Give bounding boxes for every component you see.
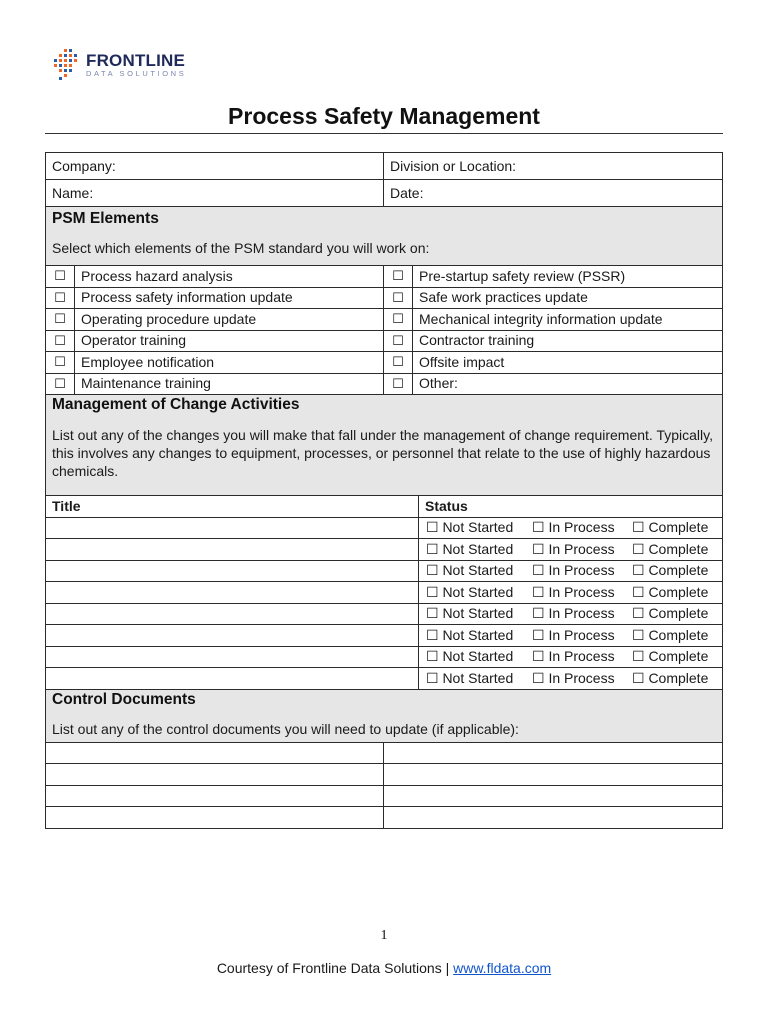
checkbox[interactable]: ☐ xyxy=(384,352,413,374)
checkbox[interactable]: ☐ xyxy=(46,288,75,310)
division-field[interactable] xyxy=(384,153,723,180)
checkbox[interactable]: ☐ xyxy=(46,266,75,288)
psm-instruction: Select which elements of the PSM standard you will work on: xyxy=(52,240,430,256)
status-in-process[interactable]: ☐ In Process xyxy=(532,583,615,600)
status-cell xyxy=(419,582,723,604)
footer-link[interactable]: www.fldata.com xyxy=(453,960,552,976)
status-complete[interactable]: ☐ Complete xyxy=(632,519,709,536)
psm-element-label: Pre-startup safety review (PSSR) xyxy=(413,266,723,288)
moc-table-row xyxy=(46,561,723,583)
status-not-started[interactable]: ☐ Not Started xyxy=(426,605,514,622)
control-doc-row xyxy=(46,807,723,829)
checkbox[interactable]: ☐ xyxy=(384,331,413,353)
moc-table-row xyxy=(46,582,723,604)
status-cell xyxy=(419,518,723,540)
moc-table-row xyxy=(46,625,723,647)
status-in-process[interactable]: ☐ In Process xyxy=(532,605,615,622)
title-cell[interactable] xyxy=(46,647,419,669)
psm-row xyxy=(46,288,723,310)
control-doc-cell[interactable] xyxy=(46,743,384,765)
moc-table-row xyxy=(46,604,723,626)
col-status-header: Status xyxy=(419,496,723,518)
status-not-started[interactable]: ☐ Not Started xyxy=(426,626,514,643)
title-cell[interactable] xyxy=(46,539,419,561)
status-complete[interactable]: ☐ Complete xyxy=(632,605,709,622)
psm-element-label: Offsite impact xyxy=(413,352,723,374)
psm-row xyxy=(46,352,723,374)
control-doc-cell[interactable] xyxy=(46,807,384,829)
date-field[interactable] xyxy=(384,180,723,207)
control-doc-cell[interactable] xyxy=(384,786,723,808)
logo-dots-icon xyxy=(52,47,82,83)
company-field[interactable] xyxy=(46,153,384,180)
control-doc-row xyxy=(46,786,723,808)
psm-row xyxy=(46,374,723,396)
checkbox[interactable]: ☐ xyxy=(384,288,413,310)
status-complete[interactable]: ☐ Complete xyxy=(632,583,709,600)
title-cell[interactable] xyxy=(46,518,419,540)
psm-element-label: Safe work practices update xyxy=(413,288,723,310)
psm-element-label: Mechanical integrity information update xyxy=(413,309,723,331)
division-label: Division or Location: xyxy=(390,157,517,174)
date-label: Date: xyxy=(390,184,424,201)
col-title-header: Title xyxy=(46,496,419,518)
status-cell xyxy=(419,604,723,626)
name-field[interactable] xyxy=(46,180,384,207)
psm-row xyxy=(46,266,723,288)
control-doc-cell[interactable] xyxy=(46,764,384,786)
psm-element-label: Contractor training xyxy=(413,331,723,353)
psm-row xyxy=(46,309,723,331)
status-in-process[interactable]: ☐ In Process xyxy=(532,519,615,536)
control-doc-row xyxy=(46,743,723,765)
control-docs-instruction: List out any of the control documents you will need to update (if applicable): xyxy=(52,720,519,737)
status-in-process[interactable]: ☐ In Process xyxy=(532,562,615,579)
control-doc-cell[interactable] xyxy=(384,764,723,786)
page-number: 1 xyxy=(380,928,388,943)
status-complete[interactable]: ☐ Complete xyxy=(632,562,709,579)
psm-element-label: Other: xyxy=(413,374,723,396)
checkbox[interactable]: ☐ xyxy=(46,331,75,353)
checkbox[interactable]: ☐ xyxy=(384,266,413,288)
control-docs-heading: Control Documents xyxy=(52,690,196,708)
moc-table-header xyxy=(46,496,723,518)
psm-element-label: Process safety information update xyxy=(75,288,384,310)
status-in-process[interactable]: ☐ In Process xyxy=(532,540,615,557)
title-cell[interactable] xyxy=(46,604,419,626)
status-not-started[interactable]: ☐ Not Started xyxy=(426,540,514,557)
psm-element-label: Maintenance training xyxy=(75,374,384,396)
title-cell[interactable] xyxy=(46,582,419,604)
moc-table-row xyxy=(46,539,723,561)
control-doc-cell[interactable] xyxy=(384,807,723,829)
status-cell xyxy=(419,561,723,583)
status-cell xyxy=(419,647,723,669)
psm-row xyxy=(46,331,723,353)
checkbox[interactable]: ☐ xyxy=(46,374,75,396)
title-cell[interactable] xyxy=(46,625,419,647)
document-title: Process Safety Management xyxy=(228,103,540,129)
control-doc-cell[interactable] xyxy=(384,743,723,765)
status-cell xyxy=(419,668,723,690)
footer xyxy=(0,960,768,976)
status-not-started[interactable]: ☐ Not Started xyxy=(426,519,514,536)
status-not-started[interactable]: ☐ Not Started xyxy=(426,669,514,686)
name-label: Name: xyxy=(52,184,94,201)
status-cell xyxy=(419,625,723,647)
checkbox[interactable]: ☐ xyxy=(46,309,75,331)
status-complete[interactable]: ☐ Complete xyxy=(632,540,709,557)
status-complete[interactable]: ☐ Complete xyxy=(632,669,709,686)
status-complete[interactable]: ☐ Complete xyxy=(632,626,709,643)
status-not-started[interactable]: ☐ Not Started xyxy=(426,648,514,665)
checkbox[interactable]: ☐ xyxy=(384,374,413,396)
moc-table-row xyxy=(46,647,723,669)
company-label: Company: xyxy=(52,157,116,174)
moc-instruction: List out any of the changes you will make that fall under the management of change requirement. Typically, this involves any changes to equipment, processes, or personnel that relate to the use of highly hazardous chemicals. xyxy=(52,427,713,479)
status-not-started[interactable]: ☐ Not Started xyxy=(426,583,514,600)
psm-form xyxy=(45,152,723,829)
company-logo xyxy=(52,47,186,83)
status-in-process[interactable]: ☐ In Process xyxy=(532,669,615,686)
header-row-1 xyxy=(46,153,723,180)
title-cell[interactable] xyxy=(46,668,419,690)
moc-table-row xyxy=(46,668,723,690)
status-not-started[interactable]: ☐ Not Started xyxy=(426,562,514,579)
status-cell xyxy=(419,539,723,561)
control-docs-section-header xyxy=(46,690,723,743)
control-doc-row xyxy=(46,764,723,786)
logo-tagline: DATA SOLUTIONS xyxy=(86,69,187,79)
logo-name: FRONTLINE xyxy=(86,51,186,71)
status-in-process[interactable]: ☐ In Process xyxy=(532,648,615,665)
moc-table-row xyxy=(46,518,723,540)
title-divider xyxy=(45,133,723,134)
psm-element-label: Employee notification xyxy=(75,352,384,374)
moc-heading: Management of Change Activities xyxy=(52,396,300,413)
psm-element-label: Operating procedure update xyxy=(75,309,384,331)
psm-element-label: Operator training xyxy=(75,331,384,353)
psm-element-label: Process hazard analysis xyxy=(75,266,384,288)
moc-section-header xyxy=(46,395,723,496)
footer-text: Courtesy of Frontline Data Solutions | xyxy=(216,960,454,976)
control-doc-cell[interactable] xyxy=(46,786,384,808)
psm-section-header xyxy=(46,207,723,266)
status-complete[interactable]: ☐ Complete xyxy=(632,648,709,665)
title-cell[interactable] xyxy=(46,561,419,583)
checkbox[interactable]: ☐ xyxy=(384,309,413,331)
header-row-2 xyxy=(46,180,723,207)
status-in-process[interactable]: ☐ In Process xyxy=(532,626,615,643)
checkbox[interactable]: ☐ xyxy=(46,352,75,374)
psm-heading: PSM Elements xyxy=(52,210,159,227)
